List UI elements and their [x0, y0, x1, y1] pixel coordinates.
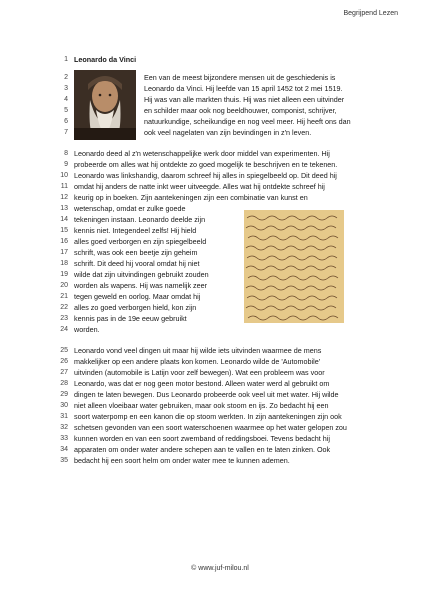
- line-number: 26: [60, 358, 68, 365]
- line-number: 31: [60, 413, 68, 420]
- line-number: 7: [64, 129, 68, 136]
- text-line: uitvinden (automobile is Latijn voor zelf bewegen). Wat een probleem was voor: [74, 368, 325, 377]
- line-number: 11: [60, 183, 68, 190]
- text-line: tekeningen instaan. Leonardo deelde zijn: [74, 215, 206, 224]
- line-number: 6: [64, 118, 68, 125]
- text-line: kunnen worden en van een soort zwemband of reddingsboei. Tevens bedacht hij: [74, 434, 330, 443]
- text-line: ook veel nagelaten van zijn bevindingen in z'n leven.: [144, 128, 312, 137]
- line-number: 16: [60, 238, 68, 245]
- text-line: Een van de meest bijzondere mensen uit de geschiedenis is: [144, 73, 336, 82]
- text-line: wilde dat zijn uitvindingen gebruikt zouden: [74, 270, 209, 279]
- line-number: 32: [60, 424, 68, 431]
- line-number: 8: [64, 150, 68, 157]
- line-number: 21: [60, 293, 68, 300]
- text-line: schrift, was ook een beetje zijn geheim: [74, 248, 198, 257]
- line-number: 23: [60, 315, 68, 322]
- text-line: apparaten om onder water andere schepen aan te vallen en te laten zinken. Ook: [74, 445, 331, 454]
- line-number: 34: [60, 446, 68, 453]
- text-line: niet alleen vloeibaar water gebruiken, maar ook stoom en ijs. Zo bedacht hij een: [74, 401, 329, 410]
- line-number: 18: [60, 260, 68, 267]
- line-number: 1: [64, 56, 68, 63]
- page-title: Leonardo da Vinci: [74, 55, 137, 64]
- line-number: 15: [60, 227, 68, 234]
- line-number: 5: [64, 107, 68, 114]
- line-number: 33: [60, 435, 68, 442]
- line-number: 2: [64, 74, 68, 81]
- text-line: natuurkundige, scheikundige en nog veel meer. Hij heeft ons dan: [144, 117, 351, 126]
- line-number: 29: [60, 391, 68, 398]
- text-line: dingen te laten bewegen. Dus Leonardo probeerde ook veel uit met water. Hij wilde: [74, 390, 339, 399]
- text-line: Hij was van alle markten thuis. Hij was niet alleen een uitvinder: [144, 95, 345, 104]
- line-number: 19: [60, 271, 68, 278]
- line-number: 3: [64, 85, 68, 92]
- text-line: Leonardo vond veel dingen uit maar hij wilde iets uitvinden waarmee de mens: [74, 346, 322, 355]
- text-line: Leonardo was linkshandig, daarom schreef hij alles in spiegelbeeld op. Dit deed hij: [74, 171, 337, 180]
- text-line: worden.: [74, 325, 100, 334]
- line-number: 35: [60, 457, 68, 464]
- line-number: 10: [60, 172, 68, 179]
- line-number: 27: [60, 369, 68, 376]
- text-line: alles zo goed verborgen hield, kon zijn: [74, 303, 197, 312]
- line-number: 30: [60, 402, 68, 409]
- text-line: makkelijker op een andere plaats kon komen. Leonardo wilde de 'Automobile': [74, 357, 321, 366]
- leonardo-portrait-image: [74, 70, 136, 140]
- text-line: wetenschap, omdat er zulke goede: [74, 204, 186, 213]
- text-line: schrift. Dit deed hij vooral omdat hij niet: [74, 259, 200, 268]
- line-number: 22: [60, 304, 68, 311]
- text-line: kennis pas in de 19e eeuw gebruikt: [74, 314, 187, 323]
- text-line: probeerde om alles wat hij ontdekte zo goed mogelijk te beschrijven en te tekenen.: [74, 160, 338, 169]
- header-label: Begrijpend Lezen: [343, 10, 398, 17]
- line-number: 14: [60, 216, 68, 223]
- line-number: 28: [60, 380, 68, 387]
- text-line: schetsen gevonden van een soort waterschoenen waarmee op het water gelopen zou: [74, 423, 347, 432]
- line-number: 20: [60, 282, 68, 289]
- text-line: alles goed verborgen en zijn spiegelbeeld: [74, 237, 207, 246]
- line-number: 17: [60, 249, 68, 256]
- text-line: en schilder maar ook nog beeldhouwer, componist, schrijver,: [144, 106, 337, 115]
- text-line: bedacht hij een soort helm om onder water mee te kunnen ademen.: [74, 456, 290, 465]
- mirror-writing-manuscript-image: [244, 210, 344, 323]
- text-line: Leonardo da Vinci. Hij leefde van 15 april 1452 tot 2 mei 1519.: [144, 84, 343, 93]
- text-line: omdat hij anders de natte inkt weer uitveegde. Alles wat hij ontdekte schreef hij: [74, 182, 325, 191]
- line-number: 9: [64, 161, 68, 168]
- text-line: kennis niet. Integendeel zelfs! Hij hield: [74, 226, 197, 235]
- text-line: worden als wapens. Hij was namelijk zeer: [74, 281, 208, 290]
- line-number: 4: [64, 96, 68, 103]
- text-line: keurig op in boeken. Zijn aantekeningen zijn een combinatie van kunst en: [74, 193, 308, 202]
- line-number: 25: [60, 347, 68, 354]
- text-line: tegen geweld en oorlog. Maar omdat hij: [74, 292, 201, 301]
- footer-url: © www.juf-milou.nl: [191, 565, 249, 572]
- text-line: soort waterpomp en een kanon die op stoom werkten. In zijn aantekeningen zijn ook: [74, 412, 342, 421]
- line-number: 12: [60, 194, 68, 201]
- line-number: 24: [60, 326, 68, 333]
- text-line: Leonardo deed al z'n wetenschappelijke werk door middel van experimenten. Hij: [74, 149, 330, 158]
- text-line: Leonardo, was dat er nog geen motor bestond. Alleen water werd al gebruikt om: [74, 379, 330, 388]
- line-number: 13: [60, 205, 68, 212]
